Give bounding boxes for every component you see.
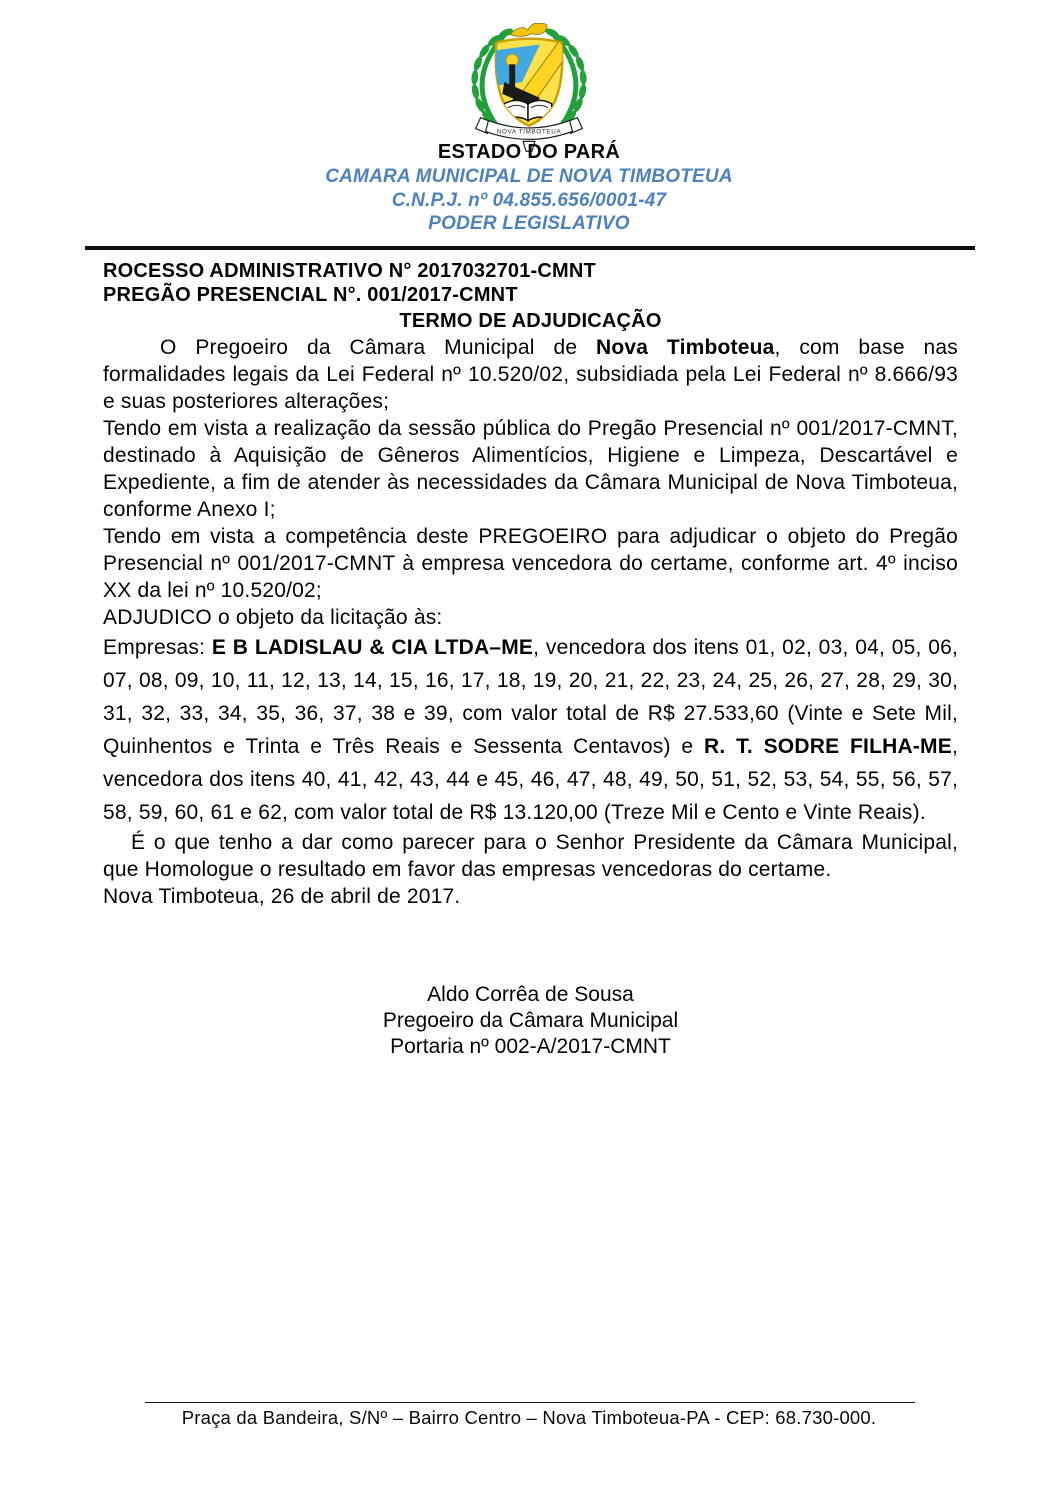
banner-text: NOVA TIMBOTEUA bbox=[496, 128, 562, 136]
p1-bold-city: Nova Timboteua bbox=[596, 336, 775, 359]
letterhead-branch: PODER LEGISLATIVO bbox=[428, 213, 630, 234]
p5-company1: E B LADISLAU & CIA LTDA–ME bbox=[211, 636, 534, 659]
paragraph-competencia: Tendo em vista a competência deste PREGOEIRO para adjudicar o objeto do Pregão Presencial nº 001/2017-CMNT à empresa vencedora do certame, conforme art. 4º inciso XX da lei nº 10.520/02; bbox=[103, 525, 958, 602]
p5-post: , vencedora dos itens 40, 41, 42, 43, 44 e 45, 46, 47, 48, 49, 50, 51, 52, 53, 54, 55, 56, 57, 58, 59, 60, 61 e 62, com valor total de R$ 13.120,00 (Treze Mil e Cento e Vinte Reais). bbox=[103, 735, 958, 824]
paragraph-session: Tendo em vista a realização da sessão pública do Pregão Presencial nº 001/2017-CMNT, destinado à Aquisição de Gêneros Alimentícios, Higiene e Limpeza, Descartável e Expediente, a fim de atender às necessidades da Câmara Municipal de Nova Timboteua, conforme Anexo I; bbox=[103, 417, 958, 521]
signature-name: Aldo Corrêa de Sousa bbox=[427, 983, 634, 1006]
paragraph-parecer: É o que tenho a dar como parecer para o Senhor Presidente da Câmara Municipal, que Homologue o resultado em favor das empresas vencedoras do certame. bbox=[103, 831, 958, 881]
p1-pre: O Pregoeiro da Câmara Municipal de bbox=[160, 336, 596, 359]
paragraph-intro bbox=[103, 334, 958, 415]
paragraph-empresas bbox=[103, 631, 958, 829]
signature-role: Pregoeiro da Câmara Municipal bbox=[382, 1009, 679, 1032]
p5-company2: R. T. SODRE FILHA-ME bbox=[704, 735, 952, 758]
letterhead-cnpj: C.N.P.J. nº 04.855.656/0001-47 bbox=[391, 190, 667, 211]
bird-icon bbox=[510, 23, 547, 36]
letterhead-state: ESTADO DO PARÁ bbox=[437, 141, 621, 163]
document-body bbox=[103, 259, 958, 1060]
p5-pre: Empresas: bbox=[103, 636, 212, 659]
footer-divider bbox=[145, 1402, 915, 1403]
p5-mid: , vencedora dos itens 01, 02, 03, 04, 05, 06, 07, 08, 09, 10, 11, 12, 13, 14, 15, 16, 17, 18, 19, 20, 21, 22, 23, 24, 25, 26, 27, 28, 29, 30, 31, 32, 33, 34, 35, 36, 37, 38 e 39, com valor total de R$ 27.533,60 (Vinte e Sete Mil, Quinhentos e Trinta e Três Reais e Sessenta Centavos) e bbox=[103, 636, 958, 758]
coat-of-arms-icon bbox=[445, 20, 613, 156]
header-divider bbox=[85, 246, 975, 250]
date-line: Nova Timboteua, 26 de abril de 2017. bbox=[103, 885, 461, 908]
process-number-line: ROCESSO ADMINISTRATIVO N° 2017032701-CMNT bbox=[103, 260, 596, 282]
footer-address: Praça da Bandeira, S/Nº – Bairro Centro – Nova Timboteua-PA - CEP: 68.730-000. bbox=[181, 1407, 877, 1428]
municipal-coat-of-arms-logo bbox=[445, 20, 613, 161]
signature-block bbox=[103, 982, 958, 1060]
document-title: TERMO DE ADJUDICAÇÃO bbox=[399, 310, 662, 332]
signature-portaria: Portaria nº 002-A/2017-CMNT bbox=[390, 1035, 671, 1058]
p1-post: , com base nas formalidades legais da Lei Federal nº 10.520/02, subsidiada pela Lei Federal nº 8.666/93 e suas posteriores alterações; bbox=[103, 336, 958, 413]
paragraph-adjudico: ADJUDICO o objeto da licitação às: bbox=[103, 606, 443, 629]
pregao-number-line: PREGÃO PRESENCIAL N°. 001/2017-CMNT bbox=[103, 284, 518, 306]
letterhead-org: CAMARA MUNICIPAL DE NOVA TIMBOTEUA bbox=[325, 166, 733, 187]
